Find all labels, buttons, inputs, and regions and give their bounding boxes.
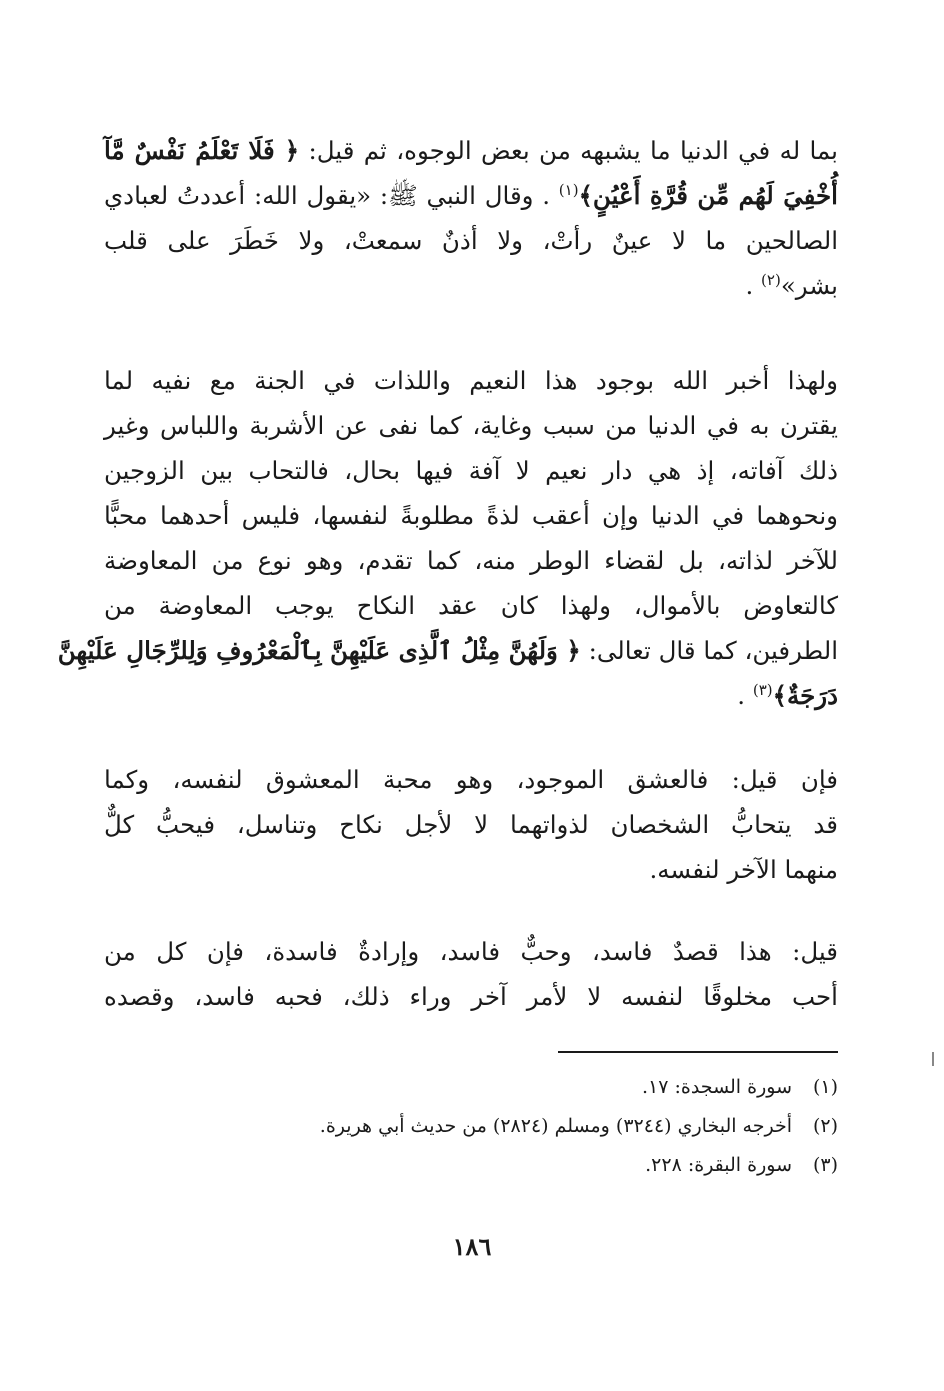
text-segment: فإن قيل: فالعشق الموجود، وهو محبة المعشوق لنفسه، وكما [104,765,838,794]
text-segment: ولهذا أخبر الله بوجود هذا النعيم واللذات في الجنة مع نفيه لما [104,366,838,395]
text-segment: يقترن به في الدنيا من سبب وغاية، كما نفى عن الأشربة واللباس وغير [104,411,838,440]
text-segment: . [745,271,762,300]
paragraph-line [104,929,838,974]
footnote-ref: (١) [558,180,579,199]
footnote-number: (٣) [812,1154,838,1176]
footnote-item [104,1068,838,1107]
footnote-number: (٢) [812,1115,838,1137]
footnote-text: سورة السجدة: ١٧. [641,1076,792,1098]
footnote-text: أخرجه البخاري (٣٢٤٤) ومسلم (٢٨٢٤) من حديث أبي هريرة. [319,1115,792,1137]
paragraph-line [104,128,838,173]
quran-verse: أُخْفِيَ لَهُم مِّن قُرَّةِ أَعْيُنٍ﴾ [578,181,838,210]
paragraph-line [104,358,838,403]
paragraph-3 [104,757,838,892]
paragraph-line [104,802,838,847]
footnote-text: سورة البقرة: ٢٢٨. [645,1154,792,1176]
paragraph-2 [57,358,838,718]
quran-verse: دَرَجَةٌ﴾ [772,681,838,710]
text-segment: ذلك آفاته، إذ هي دار نعيم لا آفة فيها بحال، فالتحاب بين الزوجين [104,456,838,485]
paragraph-line [104,583,838,628]
quran-verse: ﴿ فَلَا تَعْلَمُ نَفْسٌ مَّآ [104,136,300,165]
paragraph-1 [104,128,838,308]
text-segment: قيل: هذا قصدٌ فاسد، وحبٌّ فاسد، وإرادةٌ فاسدة، فإن كل من [104,937,838,966]
text-segment: بشر» [780,271,838,300]
paragraph-line [104,493,838,538]
paragraph-line [104,673,838,718]
footnote-ref: (٣) [752,680,773,699]
text-segment: ونحوهما في الدنيا وإن أعقب لذةً مطلوبةً لنفسها، فليس أحدهما محبًّا [104,501,838,530]
paragraph-line [104,263,838,308]
page-number: ١٨٦ [452,1232,492,1261]
text-segment: أحب مخلوقًا لنفسه لا لأمر آخر وراء ذلك، فحبه فاسد، وقصده [104,982,838,1011]
text-segment: . [737,681,753,710]
paragraph-line [57,628,838,673]
quran-verse: ﴿ وَلَهُنَّ مِثْلُ ٱلَّذِى عَلَيْهِنَّ بِٱلْمَعْرُوفِ وَلِلرِّجَالِ عَلَيْهِنَّ [57,636,581,665]
text-segment: . وقال النبي ﷺ: «يقول الله: أعددتُ لعبادي [104,181,559,210]
footnote-item [104,1107,838,1146]
paragraph-line [104,538,838,583]
paragraph-line [104,448,838,493]
text-segment: منهما الآخر لنفسه. [649,855,838,884]
paragraph-line [104,403,838,448]
paragraph-line [104,757,838,802]
paragraph-line [104,847,838,892]
footnote-ref: (٢) [761,270,781,289]
footnote-item [104,1146,838,1185]
paragraph-line [104,173,838,218]
text-segment: للآخر لذاته، بل لقضاء الوطر منه، كما تقدم، وهو نوع من المعاوضة [104,546,838,575]
paragraph-line [104,218,838,263]
text-segment: كالتعاوض بالأموال، ولهذا كان عقد النكاح يوجب المعاوضة من [104,591,838,620]
paragraph-line [104,974,838,1019]
footnote-number: (١) [812,1076,838,1098]
footnote-separator [558,1051,838,1053]
text-segment: قد يتحابُّ الشخصان لذواتهما لا لأجل نكاح وتناسل، فيحبُّ كلٌّ [104,810,838,839]
footnotes [104,1068,838,1185]
text-segment: الطرفين، كما قال تعالى: [580,636,838,665]
paragraph-4 [104,929,838,1019]
text-segment: الصالحين ما لا عينٌ رأتْ، ولا أذنٌ سمعتْ، ولا خَطَرَ على قلب [104,226,838,255]
margin-mark [932,1052,934,1066]
text-segment: بما له في الدنيا ما يشبهه من بعض الوجوه، ثم قيل: [299,136,838,165]
